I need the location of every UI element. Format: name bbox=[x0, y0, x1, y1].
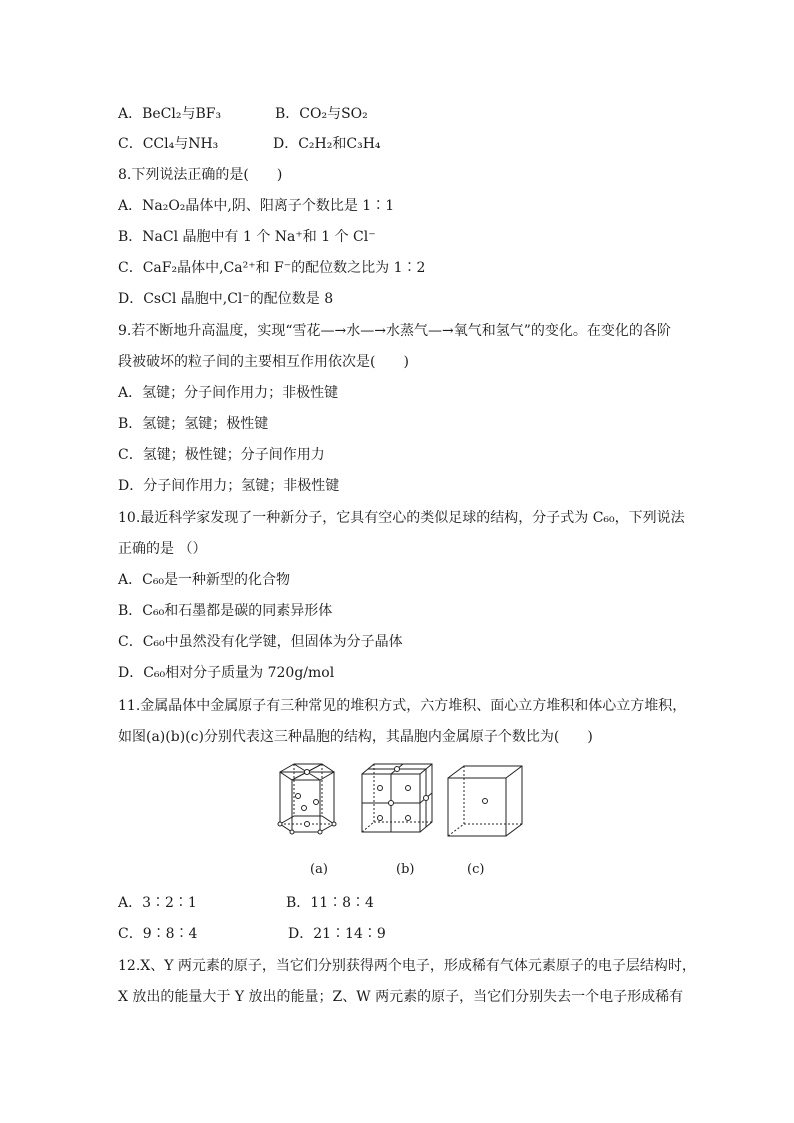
fcc-cell-diagram bbox=[362, 764, 432, 832]
q11-options-row2 bbox=[118, 924, 386, 944]
q10-option-c: C．C₆₀中虽然没有化学键，但固体为分子晶体 bbox=[118, 634, 403, 650]
q9-stem-line1: 9.若不断地升高温度，实现“雪花—→水—→水蒸气—→氧气和氢气”的变化。在变化的各阶 bbox=[118, 323, 671, 339]
q7-options-row1 bbox=[118, 104, 368, 124]
q8-option-d: D．CsCl 晶胞中,Cl⁻的配位数是 8 bbox=[118, 291, 334, 307]
q8-option-c: C．CaF₂晶体中,Ca²⁺和 F⁻的配位数之比为 1∶2 bbox=[118, 260, 426, 276]
crystal-cells-figure bbox=[270, 760, 530, 844]
bcc-cell-diagram bbox=[448, 766, 522, 836]
q8-option-a: A．Na₂O₂晶体中,阴、阳离子个数比是 1∶1 bbox=[118, 198, 395, 214]
q11-option-b: B．11∶8∶4 bbox=[286, 895, 374, 911]
q7-options-row2 bbox=[118, 134, 381, 154]
q11-option-a: A．3∶2∶1 bbox=[118, 895, 197, 911]
q7-option-d: D．C₂H₂和C₃H₄ bbox=[273, 136, 381, 152]
q9-option-d: D．分子间作用力；氢键；非极性键 bbox=[118, 478, 340, 494]
q9-stem-line2: 段被破坏的粒子间的主要相互作用依次是( ) bbox=[118, 354, 409, 370]
q9-option-c: C．氢键；极性键；分子间作用力 bbox=[118, 447, 325, 463]
q7-option-a: A．BeCl₂与BF₃ bbox=[118, 106, 222, 122]
figure-label-c: (c) bbox=[467, 862, 485, 877]
q12-stem-line1: 12.X、Y 两元素的原子，当它们分别获得两个电子，形成稀有气体元素原子的电子层结构时， bbox=[118, 958, 696, 974]
q7-option-c: C．CCl₄与NH₃ bbox=[118, 136, 219, 152]
q10-option-a: A．C₆₀是一种新型的化合物 bbox=[118, 572, 291, 588]
q10-stem-line1: 10.最近科学家发现了一种新分子，它具有空心的类似足球的结构，分子式为 C₆₀，下列说法 bbox=[118, 510, 685, 526]
hexagonal-cell-diagram bbox=[278, 764, 336, 834]
q12-stem-line2: X 放出的能量大于 Y 放出的能量；Z、W 两元素的原子，当它们分别失去一个电子形成稀有 bbox=[118, 989, 684, 1005]
q8-stem: 8.下列说法正确的是( ) bbox=[118, 167, 283, 183]
figure-label-a: (a) bbox=[310, 862, 328, 877]
q11-stem-line2: 如图(a)(b)(c)分别代表这三种晶胞的结构，其晶胞内金属原子个数比为( ) bbox=[118, 729, 593, 745]
q10-stem-line2: 正确的是 （） bbox=[118, 541, 207, 557]
q11-options-row1 bbox=[118, 893, 374, 913]
q8-option-b: B．NaCl 晶胞中有 1 个 Na⁺和 1 个 Cl⁻ bbox=[118, 229, 376, 245]
q11-stem-line1: 11.金属晶体中金属原子有三种常见的堆积方式，六方堆积、面心立方堆积和体心立方堆积， bbox=[118, 698, 687, 714]
q9-option-b: B．氢键；氢键；极性键 bbox=[118, 416, 269, 432]
q10-option-d: D．C₆₀相对分子质量为 720g/mol bbox=[118, 665, 335, 681]
q9-option-a: A．氢键；分子间作用力；非极性键 bbox=[118, 385, 339, 401]
figure-label-b: (b) bbox=[396, 862, 415, 877]
q11-option-c: C．9∶8∶4 bbox=[118, 926, 198, 942]
q11-option-d: D．21∶14∶9 bbox=[288, 926, 386, 942]
q7-option-b: B．CO₂与SO₂ bbox=[275, 106, 368, 122]
q10-option-b: B．C₆₀和石墨都是碳的同素异形体 bbox=[118, 603, 333, 619]
